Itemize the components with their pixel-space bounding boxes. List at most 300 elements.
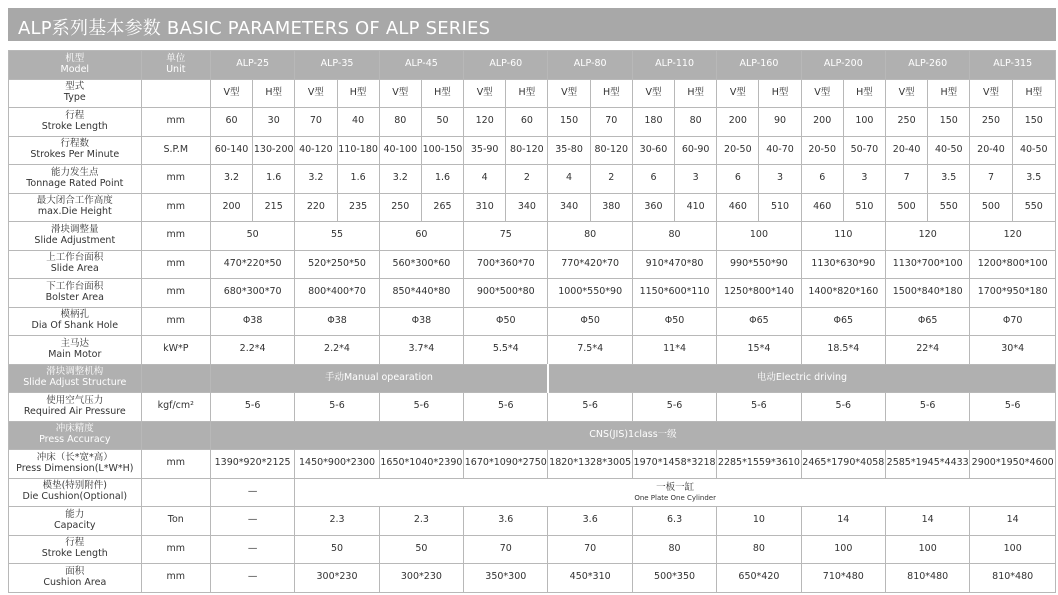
row-unit: mm: [141, 450, 210, 479]
value-cell: 5-6: [548, 393, 632, 422]
value-cell: 2465*1790*4058: [801, 450, 885, 479]
model-name: ALP-315: [970, 51, 1056, 80]
value-cell: 500: [886, 193, 928, 222]
row-label-en: Slide Area: [50, 263, 99, 275]
value-cell: 55: [295, 222, 379, 251]
value-cell: Φ38: [379, 307, 463, 336]
value-cell: 5-6: [970, 393, 1056, 422]
value-cell: 60: [379, 222, 463, 251]
type-v-cell: V型: [801, 79, 843, 108]
value-cell: 300*230: [379, 564, 463, 593]
model-name: ALP-160: [717, 51, 801, 80]
value-cell: 50: [210, 222, 294, 251]
value-cell: 310: [464, 193, 506, 222]
value-cell: 60: [210, 108, 252, 137]
row-label-zh: 下工作台面积: [46, 280, 104, 292]
value-cell: 80-120: [506, 136, 548, 165]
type-h-cell: H型: [759, 79, 801, 108]
value-cell: 4: [464, 165, 506, 194]
table-row: [9, 165, 1056, 194]
row-label-zh: 冲床精度: [55, 423, 94, 435]
row-label-zh: 滑块调整机构: [46, 366, 104, 378]
die-cushion-row: [9, 478, 1056, 507]
value-cell: 80: [717, 535, 801, 564]
value-cell: 770*420*70: [548, 250, 632, 279]
row-label-zh: 最大闭合工作高度: [36, 195, 113, 207]
row-label: [9, 364, 142, 393]
value-cell: 110-180: [337, 136, 379, 165]
table-row: [9, 279, 1056, 308]
row-label-en: Slide Adjust Structure: [23, 377, 127, 389]
value-cell: —: [210, 535, 294, 564]
value-cell: 1150*600*110: [632, 279, 716, 308]
row-label-en: Stroke Length: [41, 548, 108, 560]
value-cell: 5-6: [632, 393, 716, 422]
value-cell: 80: [675, 108, 717, 137]
value-cell: 5-6: [717, 393, 801, 422]
value-cell: 80: [548, 222, 632, 251]
value-cell: 14: [801, 507, 885, 536]
table-row: [9, 507, 1056, 536]
row-label-zh: 能力: [65, 508, 85, 520]
row-unit: mm: [141, 222, 210, 251]
value-cell: 10: [717, 507, 801, 536]
value-cell: Φ50: [632, 307, 716, 336]
type-v-cell: V型: [379, 79, 421, 108]
value-cell: 1.6: [337, 165, 379, 194]
row-label: [9, 535, 142, 564]
table-row: [9, 307, 1056, 336]
value-cell: 520*250*50: [295, 250, 379, 279]
value-cell: 800*400*70: [295, 279, 379, 308]
value-cell: 80-120: [590, 136, 632, 165]
value-cell: 1450*900*2300: [295, 450, 379, 479]
value-cell: 3.2: [295, 165, 337, 194]
row-label: [9, 165, 142, 194]
row-label-en: Stroke Length: [41, 120, 108, 132]
table-row: [9, 250, 1056, 279]
row-label: [9, 279, 142, 308]
table-row: [9, 193, 1056, 222]
value-cell: 90: [759, 108, 801, 137]
value-cell: 7: [886, 165, 928, 194]
value-cell: 550: [1012, 193, 1055, 222]
row-label-zh: 行程: [65, 109, 85, 121]
type-h-cell: H型: [1012, 79, 1055, 108]
value-cell: 70: [548, 535, 632, 564]
row-label-zh: 面积: [65, 565, 85, 577]
value-cell: 510: [843, 193, 885, 222]
row-label-zh: 上工作台面积: [46, 252, 104, 264]
value-cell: 6: [632, 165, 674, 194]
value-cell: 40-50: [928, 136, 970, 165]
row-unit: mm: [141, 535, 210, 564]
row-label: [9, 250, 142, 279]
value-cell: 2900*1950*4600: [970, 450, 1056, 479]
value-cell: 2285*1559*3610: [717, 450, 801, 479]
value-cell: 6: [717, 165, 759, 194]
model-name: ALP-200: [801, 51, 885, 80]
row-label: [9, 564, 142, 593]
value-cell: 120: [464, 108, 506, 137]
value-cell: 30: [253, 108, 295, 137]
value-cell: 80: [632, 222, 716, 251]
value-cell: 250: [379, 193, 421, 222]
value-cell: Φ65: [801, 307, 885, 336]
value-cell: 220: [295, 193, 337, 222]
row-label-zh: 冲床（长*宽*高）: [36, 451, 113, 463]
value-cell: 100: [886, 535, 970, 564]
value-cell: 215: [253, 193, 295, 222]
value-cell: 35-90: [464, 136, 506, 165]
value-cell: 500*350: [632, 564, 716, 593]
type-row: [9, 79, 1056, 108]
model-header: 机型 Model: [9, 51, 142, 80]
row-label-zh: 行程数: [60, 138, 90, 150]
row-label-en: max.Die Height: [37, 206, 112, 218]
row-label: [9, 108, 142, 137]
value-cell: 340: [548, 193, 590, 222]
value-cell: 1820*1328*3005: [548, 450, 632, 479]
value-cell: —: [210, 507, 294, 536]
row-label-en: Strokes Per Minute: [30, 149, 120, 161]
value-cell: 340: [506, 193, 548, 222]
value-cell: 3.2: [210, 165, 252, 194]
value-cell: 1700*950*180: [970, 279, 1056, 308]
value-cell: 360: [632, 193, 674, 222]
value-cell: 80: [632, 535, 716, 564]
value-cell: 510: [759, 193, 801, 222]
table-row: [9, 136, 1056, 165]
type-v-cell: V型: [295, 79, 337, 108]
value-cell: 1.6: [253, 165, 295, 194]
table-row: [9, 535, 1056, 564]
value-cell: 60-140: [210, 136, 252, 165]
value-cell: 60: [506, 108, 548, 137]
value-cell: 100: [801, 535, 885, 564]
value-cell: 3: [675, 165, 717, 194]
value-cell: 75: [464, 222, 548, 251]
row-label-en: Tonnage Rated Point: [26, 177, 124, 189]
row-label: 型式 Type: [9, 79, 142, 108]
value-cell: 100: [717, 222, 801, 251]
model-name: ALP-260: [886, 51, 970, 80]
row-label-en: Press Dimension(L*W*H): [16, 462, 134, 474]
row-label-zh: 模垫(特别附件): [42, 480, 108, 492]
value-cell: 460: [801, 193, 843, 222]
row-label: [9, 421, 142, 450]
value-cell: 650*420: [717, 564, 801, 593]
value-cell: —: [210, 564, 294, 593]
value-cell: 560*300*60: [379, 250, 463, 279]
row-unit: mm: [141, 564, 210, 593]
value-cell: 500: [970, 193, 1012, 222]
row-unit: [141, 364, 210, 393]
value-cell: 1.6: [421, 165, 463, 194]
row-label-zh: 滑块调整量: [51, 223, 99, 235]
value-cell: 5-6: [464, 393, 548, 422]
value-cell: 1200*800*100: [970, 250, 1056, 279]
value-cell: 265: [421, 193, 463, 222]
parameters-table: [8, 50, 1056, 593]
row-unit: Ton: [141, 507, 210, 536]
value-cell: 70: [590, 108, 632, 137]
value-cell: 2.3: [379, 507, 463, 536]
row-label-zh: 主马达: [60, 337, 90, 349]
value-cell: 250: [970, 108, 1012, 137]
value-cell: 3: [843, 165, 885, 194]
row-label: [9, 336, 142, 365]
row-unit: S.P.M: [141, 136, 210, 165]
model-name: ALP-35: [295, 51, 379, 80]
value-cell: 3: [759, 165, 801, 194]
row-unit: mm: [141, 250, 210, 279]
row-unit: kgf/cm²: [141, 393, 210, 422]
value-cell: 80: [379, 108, 421, 137]
value-cell: 40: [337, 108, 379, 137]
model-name: ALP-110: [632, 51, 716, 80]
value-cell: 1250*800*140: [717, 279, 801, 308]
row-label-en: Main Motor: [48, 348, 102, 360]
value-cell: 6.3: [632, 507, 716, 536]
model-name: ALP-80: [548, 51, 632, 80]
value-cell: 35-80: [548, 136, 590, 165]
row-label: [9, 478, 142, 507]
dimension-row: [9, 450, 1056, 479]
value-cell: 14: [886, 507, 970, 536]
row-unit: [141, 79, 210, 108]
row-unit: [141, 421, 210, 450]
value-cell: 1000*550*90: [548, 279, 632, 308]
value-cell: 2.3: [295, 507, 379, 536]
type-v-cell: V型: [548, 79, 590, 108]
table-row: [9, 336, 1056, 365]
row-label: [9, 193, 142, 222]
row-label-en: Die Cushion(Optional): [22, 491, 128, 503]
value-cell: Φ38: [295, 307, 379, 336]
value-cell: 5-6: [801, 393, 885, 422]
value-cell: 410: [675, 193, 717, 222]
row-unit: kW*P: [141, 336, 210, 365]
value-cell: 200: [210, 193, 252, 222]
die-cushion-value: [295, 478, 1056, 507]
value-cell: 120: [886, 222, 970, 251]
value-cell: 3.7*4: [379, 336, 463, 365]
row-label: [9, 507, 142, 536]
type-v-cell: V型: [464, 79, 506, 108]
value-cell: 1130*630*90: [801, 250, 885, 279]
value-cell: 15*4: [717, 336, 801, 365]
value-cell: 70: [464, 535, 548, 564]
die-cushion-zh: 一板一缸: [656, 481, 695, 493]
row-label-zh: 能力发生点: [51, 166, 99, 178]
value-cell: 380: [590, 193, 632, 222]
value-cell: 100: [843, 108, 885, 137]
value-cell: 2: [506, 165, 548, 194]
value-cell: 40-100: [379, 136, 421, 165]
row-label-en: Dia Of Shank Hole: [31, 320, 119, 332]
table-row: [9, 222, 1056, 251]
value-cell: —: [210, 478, 294, 507]
table-row: [9, 108, 1056, 137]
value-cell: 900*500*80: [464, 279, 548, 308]
value-cell: 810*480: [886, 564, 970, 593]
value-cell: 2.2*4: [295, 336, 379, 365]
value-cell: 5-6: [210, 393, 294, 422]
value-cell: 110: [801, 222, 885, 251]
value-cell: 7.5*4: [548, 336, 632, 365]
value-cell: 40-120: [295, 136, 337, 165]
die-cushion-en: One Plate One Cylinder: [634, 493, 716, 502]
value-cell: 910*470*80: [632, 250, 716, 279]
value-cell: 20-40: [886, 136, 928, 165]
row-unit: mm: [141, 165, 210, 194]
value-cell: 680*300*70: [210, 279, 294, 308]
value-cell: 3.2: [379, 165, 421, 194]
row-label: [9, 222, 142, 251]
value-cell: 5-6: [379, 393, 463, 422]
value-cell: 150: [928, 108, 970, 137]
value-cell: 180: [632, 108, 674, 137]
table-row: [9, 564, 1056, 593]
manual-operation-cell: 手动Manual opearation: [210, 364, 548, 393]
model-name: ALP-45: [379, 51, 463, 80]
value-cell: Φ50: [548, 307, 632, 336]
value-cell: 990*550*90: [717, 250, 801, 279]
model-name: ALP-25: [210, 51, 294, 80]
value-cell: 20-50: [717, 136, 759, 165]
value-cell: 40-50: [1012, 136, 1055, 165]
row-unit: [141, 478, 210, 507]
type-h-cell: H型: [421, 79, 463, 108]
value-cell: 1130*700*100: [886, 250, 970, 279]
row-label: [9, 450, 142, 479]
value-cell: 50-70: [843, 136, 885, 165]
value-cell: 3.5: [1012, 165, 1055, 194]
value-cell: 1400*820*160: [801, 279, 885, 308]
value-cell: 3.6: [548, 507, 632, 536]
value-cell: 22*4: [886, 336, 970, 365]
value-cell: 150: [548, 108, 590, 137]
type-v-cell: V型: [717, 79, 759, 108]
value-cell: 70: [295, 108, 337, 137]
row-unit: mm: [141, 307, 210, 336]
row-label-en: Bolster Area: [45, 291, 104, 303]
type-h-cell: H型: [843, 79, 885, 108]
slide-structure-row: [9, 364, 1056, 393]
value-cell: 50: [421, 108, 463, 137]
row-label-zh: 模柄孔: [60, 309, 90, 321]
type-h-cell: H型: [506, 79, 548, 108]
row-label-zh: 行程: [65, 537, 85, 549]
value-cell: 1390*920*2125: [210, 450, 294, 479]
value-cell: 2: [590, 165, 632, 194]
value-cell: 7: [970, 165, 1012, 194]
value-cell: 60-90: [675, 136, 717, 165]
value-cell: 3.6: [464, 507, 548, 536]
model-name: ALP-60: [464, 51, 548, 80]
value-cell: 20-50: [801, 136, 843, 165]
value-cell: 5-6: [295, 393, 379, 422]
value-cell: 14: [970, 507, 1056, 536]
value-cell: 5-6: [886, 393, 970, 422]
value-cell: 550: [928, 193, 970, 222]
row-label-en: Required Air Pressure: [23, 405, 126, 417]
value-cell: 350*300: [464, 564, 548, 593]
row-unit: mm: [141, 279, 210, 308]
row-label: [9, 393, 142, 422]
value-cell: Φ38: [210, 307, 294, 336]
row-label-zh: 使用空气压力: [46, 394, 104, 406]
value-cell: 710*480: [801, 564, 885, 593]
value-cell: 150: [1012, 108, 1055, 137]
value-cell: 100-150: [421, 136, 463, 165]
type-v-cell: V型: [632, 79, 674, 108]
value-cell: 200: [801, 108, 843, 137]
row-label-en: Cushion Area: [43, 576, 107, 588]
value-cell: 700*360*70: [464, 250, 548, 279]
type-h-cell: H型: [590, 79, 632, 108]
header-row: [9, 51, 1056, 80]
value-cell: 810*480: [970, 564, 1056, 593]
accuracy-value: CNS(JIS)1class一级: [210, 421, 1055, 450]
value-cell: 235: [337, 193, 379, 222]
value-cell: 460: [717, 193, 759, 222]
value-cell: Φ65: [717, 307, 801, 336]
value-cell: 4: [548, 165, 590, 194]
row-label: [9, 136, 142, 165]
row-label-en: Capacity: [54, 519, 96, 531]
value-cell: 300*230: [295, 564, 379, 593]
page-title: ALP系列基本参数 BASIC PARAMETERS OF ALP SERIES: [18, 18, 491, 39]
value-cell: 1650*1040*2390: [379, 450, 463, 479]
type-h-cell: H型: [928, 79, 970, 108]
type-h-cell: H型: [337, 79, 379, 108]
value-cell: 1500*840*180: [886, 279, 970, 308]
value-cell: 50: [379, 535, 463, 564]
accuracy-row: [9, 421, 1056, 450]
value-cell: 200: [717, 108, 759, 137]
type-v-cell: V型: [210, 79, 252, 108]
value-cell: Φ50: [464, 307, 548, 336]
value-cell: 11*4: [632, 336, 716, 365]
value-cell: Φ70: [970, 307, 1056, 336]
type-h-cell: H型: [675, 79, 717, 108]
electric-driving-cell: 电动Electric driving: [548, 364, 1056, 393]
row-label-en: Press Accuracy: [39, 434, 111, 446]
type-v-cell: V型: [970, 79, 1012, 108]
value-cell: 250: [886, 108, 928, 137]
value-cell: 40-70: [759, 136, 801, 165]
value-cell: 100: [970, 535, 1056, 564]
value-cell: 5.5*4: [464, 336, 548, 365]
value-cell: 2585*1945*4433: [886, 450, 970, 479]
value-cell: 1670*1090*2750: [464, 450, 548, 479]
value-cell: Φ65: [886, 307, 970, 336]
value-cell: 120: [970, 222, 1056, 251]
value-cell: 2.2*4: [210, 336, 294, 365]
row-unit: mm: [141, 108, 210, 137]
value-cell: 50: [295, 535, 379, 564]
value-cell: 20-40: [970, 136, 1012, 165]
value-cell: 1970*1458*3218: [632, 450, 716, 479]
type-h-cell: H型: [253, 79, 295, 108]
value-cell: 30-60: [632, 136, 674, 165]
type-v-cell: V型: [886, 79, 928, 108]
value-cell: 470*220*50: [210, 250, 294, 279]
row-label: [9, 307, 142, 336]
value-cell: 18.5*4: [801, 336, 885, 365]
